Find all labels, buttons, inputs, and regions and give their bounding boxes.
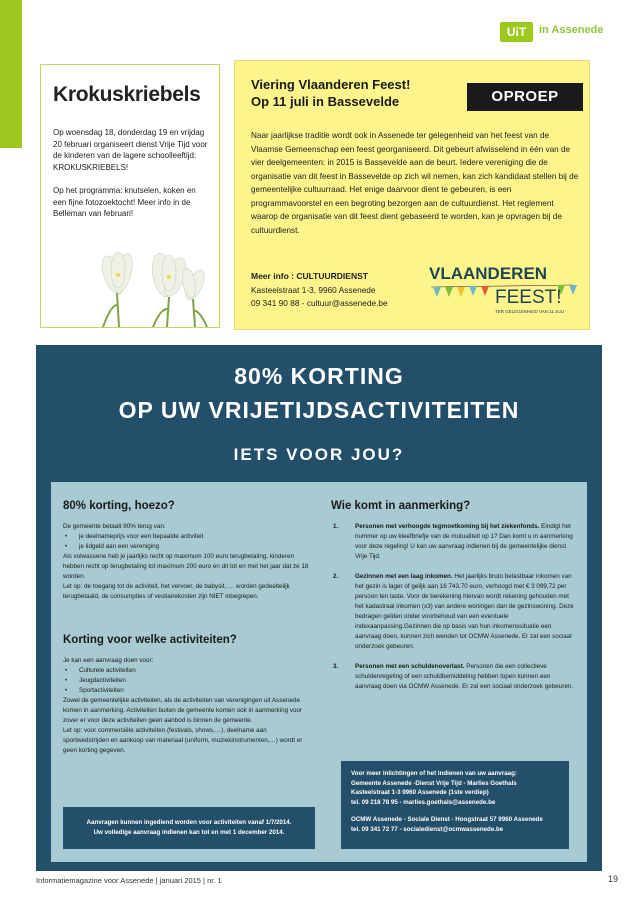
item-number: 3.: [333, 663, 339, 670]
korting-panel: [36, 345, 602, 871]
eligibility-list: [331, 522, 575, 702]
contact-line: Gemeente Assenede -Dienst Vrije Tijd - Marlies Goethals: [351, 779, 517, 787]
logo-text-feest: FEEST!: [495, 287, 562, 308]
left-paragraph-3: Zowel de gemeentelijke activiteiten, als de activiteiten van verenigingen uit Assenede komen in aanmerking. Activiteiten buiten de gemeente komen ook in aanmerking voor zover er voor deze activiteiten geen aanbod is binnen de gemeente.: [63, 697, 303, 724]
bullet-item: • Sportactiviteiten: [63, 686, 313, 696]
contact-line: Voor meer inlichtingen of het indienen van uw aanvraag:: [351, 770, 517, 777]
item-number: 1.: [333, 523, 339, 530]
panel-heading-3: IETS VOOR JOU?: [233, 445, 405, 464]
left-section-heading-2: Korting voor welke activiteiten?: [63, 634, 237, 646]
bullet-item: • je lidgeld aan een vereniging: [63, 542, 313, 552]
logo-text-vlaanderen: VLAANDEREN: [429, 264, 548, 283]
bullet-item: • je deelnameprijs voor een bepaalde activiteit: [63, 532, 313, 542]
vlaanderen-body-text: Naar jaarlijkse traditie wordt ook in Assenede ter gelegenheid van het feest van de Vlaamse Gemeenschap een feest georganiseerd. Dit gebeurt afwisselend in één van de vier deelgemeenten: in 2015 is Bassevelde aan de beurt. Iedere vereniging die de organisatie van dit feest in Bassevelde op zich wil nemen, kan zich kandidaat stellen bij de gemeentelijke cultuurraad. Het enige daarvoor dient te gebeuren, is een programmavoorstel en een begroting bezorgen aan de cultuurdienst. Het reglement waarop de organisatie van dit feest dient gebaseerd te worden, kan je opvragen bij de cultuurdienst.: [251, 131, 579, 235]
korting-info-area: [51, 482, 587, 862]
vlaanderen-title-line2: Op 11 juli in Bassevelde: [251, 94, 400, 109]
contact-line: tel. 09 218 78 95 - marlies.goethals@assenede.be: [351, 798, 496, 806]
vlaanderen-feest-logo: [423, 257, 583, 323]
left-paragraph-2: Let op: de toegang tot de activiteit, het vervoer, de babysit, … worden gedeeltelijk terugbetaald, de consumpties of vestiairekosten zijn NIET inbegrepen.: [63, 583, 290, 600]
logo-subtitle: TER GELEGENHEID VAN 11 JULI: [495, 309, 565, 314]
vlaanderen-title-line1: Viering Vlaanderen Feest!: [251, 77, 411, 92]
deadline-line-1: Aanvragen kunnen ingediend worden voor activiteiten vanaf 1/7/2014.: [86, 819, 292, 826]
contact-line: Kasteelstraat 1-3 9960 Assenede (1ste verdiep): [351, 789, 489, 796]
left-intro-2: Je kan een aanvraag doen voor:: [63, 657, 154, 664]
krokus-paragraph-1: Op woensdag 18, donderdag 19 en vrijdag 20 februari organiseert dienst Vrije Tijd voor de kinderen van de lagere schoolleeftijd: KROKUSKRIEBELS!: [53, 128, 208, 172]
panel-heading-1: 80% KORTING: [234, 363, 404, 389]
uit-logo: UiT: [500, 22, 533, 42]
left-intro: De gemeente betaalt 80% terug van:: [63, 523, 166, 530]
aanvraag-deadline-box: [63, 807, 315, 849]
oproep-badge: OPROEP: [467, 83, 583, 111]
left-paragraph-1: Als volwassene heb je jaarlijks recht op maximum 100 euro terugbetaling, kinderen hebben recht op terugbetaling tot maximum 200 euro en dit tot en met het jaar dat ze 18 worden.: [63, 553, 309, 580]
eligibility-item-2: [331, 572, 575, 652]
bullet-item: • Jeugdactiviteiten: [63, 676, 313, 686]
contact-info-box: [341, 761, 569, 849]
item-title: Personen met een schuldenoverlast.: [355, 663, 465, 670]
left-section-heading-1: 80% korting, hoezo?: [63, 500, 175, 512]
contact-line: OCMW Assenede - Sociale Dienst - Hoogstraat 57 9960 Assenede: [351, 816, 543, 823]
eligibility-item-1: [331, 522, 575, 562]
page-number: 19: [608, 874, 619, 884]
item-text: Eindigt het nummer op uw kleefbriefje van de mutualiteit op 1? Dan komt u in aanmerking voor deze regeling! U kan uw aanvraag indienen bij de gemeentelijke dienst Vrije Tijd.: [355, 523, 573, 560]
crocus-flowers-image: [83, 245, 213, 327]
eligibility-item-3: [331, 662, 575, 692]
meer-info-label: Meer info : CULTUURDIENST: [251, 271, 368, 281]
right-section-heading: Wie komt in aanmerking?: [331, 500, 471, 512]
krokuskriebels-box: [40, 64, 220, 328]
cultuurdienst-contact: [251, 284, 388, 310]
krokus-paragraph-2: Op het programma: knutselen, koken en een fijne fotozoektocht! Meer info in de Belleman van februari!: [53, 186, 196, 218]
left-paragraph-4: Let op: voor commerciële activiteiten (festivals, shows,…), deelname aan sportwedstrijden en aankoop van materiaal (uniform, muziekinstrumenten,…) wordt er geen korting gegeven.: [63, 727, 303, 754]
item-text: Het jaarlijks bruto belastbaar inkomen van het gezin is lager of gelijk aan 16 743,70 euro, verhoogd met € 3 099,72 per persoon ten laste. Voor de berekening hiervan wordt rekening gehouden met het kadastraal inkomen (x3) van andere woningen dan de gezinswoning. Deze bedragen gelden onder voorbehoud van een eventuele indexaanpassing.Gezinnen die op basis van hun inkomenssituatie een aanvraag doen, kunnen zich wenden tot OCMW Assenede. Er zal een sociaal onderzoek gebeuren.: [355, 573, 574, 650]
vlaanderen-feest-box: [234, 60, 590, 330]
cultuurdienst-address: Kasteelstraat 1-3, 9960 Assenede: [251, 285, 376, 295]
item-title: Personen met verhoogde tegmoetkoming bij het ziekenfonds.: [355, 523, 540, 530]
side-accent-bar: [0, 0, 22, 148]
panel-heading-2: OP UW VRIJETIJDSACTIVITEITEN: [118, 397, 520, 423]
item-title: Gezinnen met een laag inkomen.: [355, 573, 453, 580]
footer-text: Informatiemagazine voor Assenede | januari 2015 | nr. 1: [36, 876, 222, 885]
krokus-title: Krokuskriebels: [53, 83, 201, 106]
contact-info-content: [341, 761, 569, 834]
contact-line: tel. 09 341 72 77 - socialedienst@ocmwassenede.be: [351, 825, 504, 833]
left-section-2-text: [63, 656, 313, 756]
item-text: Personen die een collectieve schuldenregeling of een schuldbemiddeling hebben lopen kunnen een aanvraag doen via OCMW Assenede. Er zal een sociaal onderzoek gebeuren.: [355, 663, 574, 690]
header-location: in Assenede: [539, 24, 604, 36]
item-number: 2.: [333, 573, 339, 580]
bullet-item: • Culturele activiteiten: [63, 666, 313, 676]
cultuurdienst-phone-email: 09 341 90 88 - cultuur@assenede.be: [251, 298, 388, 308]
deadline-line-2: Uw volledige aanvraag indienen kan tot en met 1 december 2014.: [93, 828, 285, 836]
left-section-1-text: [63, 522, 313, 602]
